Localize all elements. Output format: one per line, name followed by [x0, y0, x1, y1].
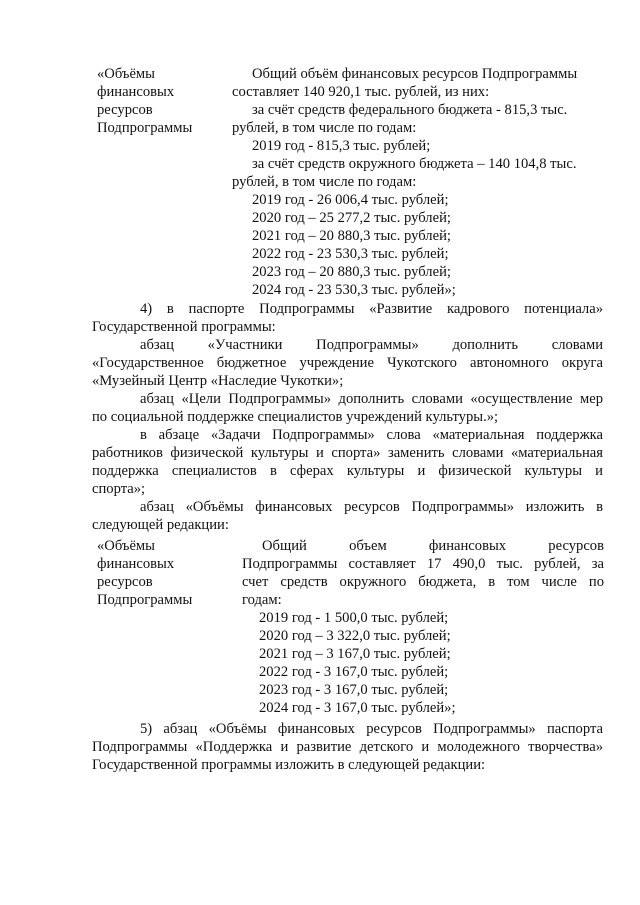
paragraph-line: абзац «Участники Подпрограммы» дополнить словами — [140, 337, 603, 353]
table2-line: 2019 год - 1 500,0 тыс. рублей; — [259, 610, 449, 626]
table1-line: Общий объём финансовых ресурсов Подпрограммы — [252, 66, 578, 82]
table1-label-line: ресурсов — [97, 102, 153, 118]
table1-line: за счёт средств федерального бюджета - 815,3 тыс. — [252, 102, 568, 118]
paragraph-line: по социальной поддержке специалистов учреждений культуры.»; — [92, 409, 499, 425]
paragraph-line: Государственной программы изложить в следующей редакции: — [92, 757, 486, 773]
table2-line: 2024 год - 3 167,0 тыс. рублей»; — [259, 700, 456, 716]
table2-line: Общий объем финансовых ресурсов — [262, 538, 604, 554]
table2-line: 2020 год – 3 322,0 тыс. рублей; — [259, 628, 451, 644]
paragraph-line: Государственной программы: — [92, 319, 276, 335]
paragraph-line: поддержка специалистов в сферах культуры и физической культуры и — [92, 463, 603, 479]
table2-label-line: «Объёмы — [97, 538, 155, 554]
table2-line: годам: — [242, 592, 282, 608]
table1-line: составляет 140 920,1 тыс. рублей, из них: — [232, 84, 490, 100]
paragraph-line: абзац «Объёмы финансовых ресурсов Подпрограммы» изложить в — [140, 499, 603, 515]
table1-line: 2019 год - 26 006,4 тыс. рублей; — [252, 192, 449, 208]
paragraph-line: «Музейный Центр «Наследие Чукотки»; — [92, 373, 344, 389]
paragraph-line: «Государственное бюджетное учреждение Чукотского автономного округа — [92, 355, 603, 371]
table1-line: за счёт средств окружного бюджета – 140 104,8 тыс. — [252, 156, 577, 172]
table1-line: 2024 год - 23 530,3 тыс. рублей»; — [252, 282, 456, 298]
paragraph-line: 5) абзац «Объёмы финансовых ресурсов Подпрограммы» паспорта — [140, 721, 603, 737]
table1-line: 2023 год – 20 880,3 тыс. рублей; — [252, 264, 451, 280]
table2-line: 2021 год – 3 167,0 тыс. рублей; — [259, 646, 451, 662]
table2-line: счет средств окружного бюджета, в том числе по — [242, 574, 604, 590]
table1-label-line: финансовых — [97, 84, 175, 100]
paragraph-line: абзац «Цели Подпрограммы» дополнить словами «осуществление мер — [140, 391, 603, 407]
table1-line: рублей, в том числе по годам: — [232, 120, 417, 136]
table2-line: 2022 год - 3 167,0 тыс. рублей; — [259, 664, 449, 680]
table2-line: Подпрограммы составляет 17 490,0 тыс. рублей, за — [242, 556, 604, 572]
table1-line: 2022 год - 23 530,3 тыс. рублей; — [252, 246, 449, 262]
paragraph-line: следующей редакции: — [92, 517, 229, 533]
paragraph-line: работников физической культуры и спорта» заменить словами «материальная — [92, 445, 603, 461]
table2-label-line: Подпрограммы — [97, 592, 193, 608]
paragraph-line: 4) в паспорте Подпрограммы «Развитие кадрового потенциала» — [140, 301, 603, 317]
table1-line: 2021 год – 20 880,3 тыс. рублей; — [252, 228, 451, 244]
table1-label-line: «Объёмы — [97, 66, 155, 82]
table1-line: рублей, в том числе по годам: — [232, 174, 417, 190]
table2-label-line: финансовых — [97, 556, 175, 572]
paragraph-line: спорта»; — [92, 481, 146, 497]
table2-label-line: ресурсов — [97, 574, 153, 590]
table1-label-line: Подпрограммы — [97, 120, 193, 136]
table2-line: 2023 год - 3 167,0 тыс. рублей; — [259, 682, 449, 698]
paragraph-line: Подпрограммы «Поддержка и развитие детского и молодежного творчества» — [92, 739, 603, 755]
table1-line: 2019 год - 815,3 тыс. рублей; — [252, 138, 431, 154]
paragraph-line: в абзаце «Задачи Подпрограммы» слова «материальная поддержка — [140, 427, 603, 443]
table1-line: 2020 год – 25 277,2 тыс. рублей; — [252, 210, 451, 226]
